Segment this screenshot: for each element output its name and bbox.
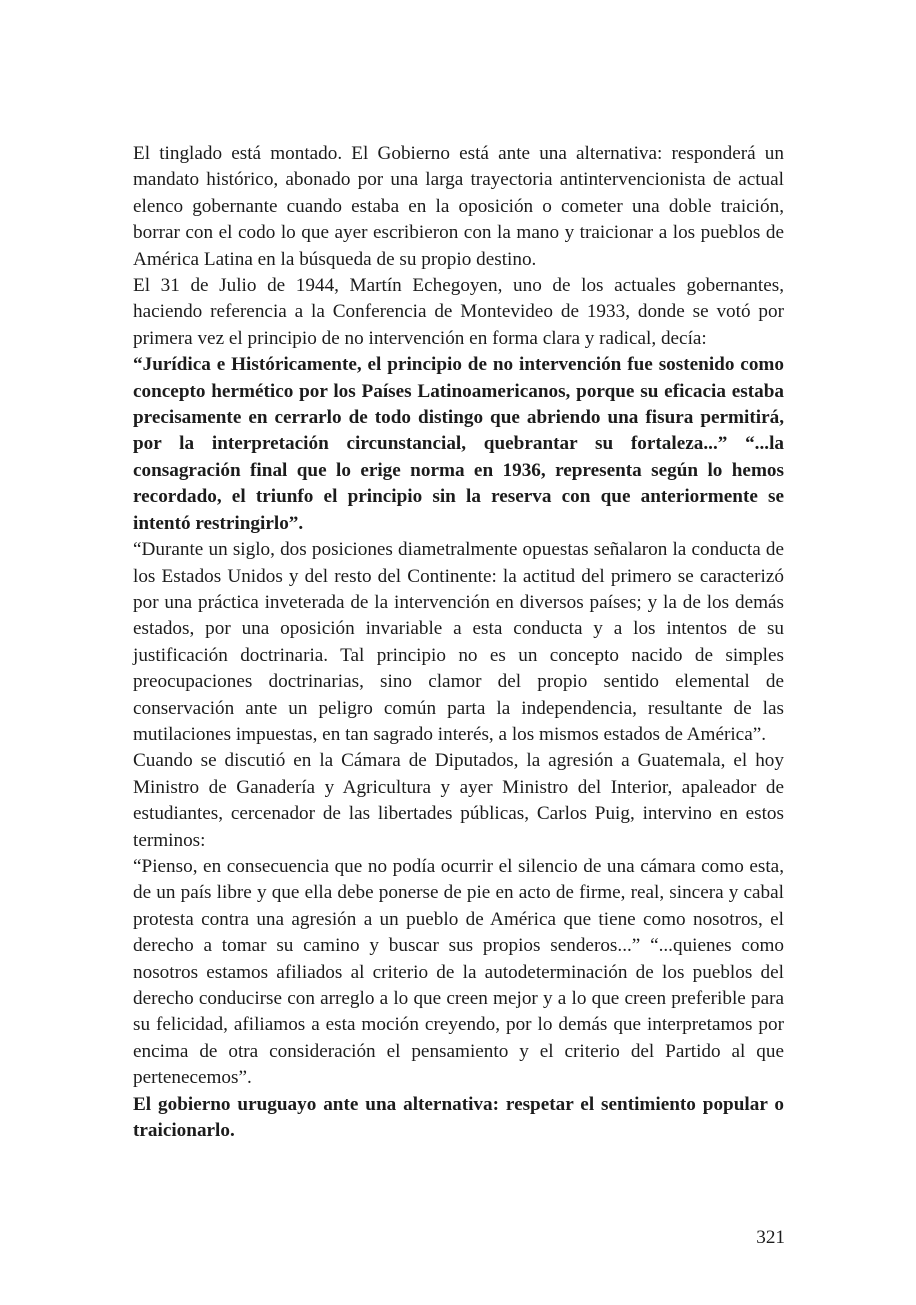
paragraph-intro: El tinglado está montado. El Gobierno está ante una alternativa: responderá un mandato histórico, abonado por una larga trayectoria antintervencionista de actual elenco gobernante cuando estaba en la oposición o cometer una doble traición, borrar con el codo lo que ayer escribieron con la mano y traicionar a los pueblos de América Latina en la búsqueda de su propio destino. xyxy=(133,143,784,270)
paragraph-quote-bold: “Jurídica e Históricamente, el principio de no intervención fue sostenido como concepto hermético por los Países Latinoamericanos, porque su eficacia estaba precisamente en cerrarlo de todo distingo que abriendo una fisura permitirá, por la interpretación circunstancial, quebrantar su fortaleza...” “...la consagración final que lo erige norma en 1936, representa según lo hemos recordado, el triunfo el principio sin la reserva con que anteriormente se intentó restringirlo”. xyxy=(133,354,784,534)
paragraph-conclusion: El gobierno uruguayo ante una alternativa: respetar el sentimiento popular o traicionarlo. xyxy=(133,1093,784,1142)
paragraph-quote-puig: “Pienso, en consecuencia que no podía ocurrir el silencio de una cámara como esta, de un país libre y que ella debe ponerse de pie en acto de firme, real, sincera y cabal protesta contra una agresión a un pueblo de América que tiene como nosotros, el derecho a tomar su camino y buscar sus propios senderos...” “...quienes como nosotros estamos afiliados al criterio de la autodeterminación de los pueblos del derecho conducirse con arreglo a lo que creen mejor y a lo que creen preferible para su felicidad, afiliamos a esta moción creyendo, por lo demás que interpretamos por encima de otra consideración el pensamiento y el criterio del Partido al que pertenecemos”. xyxy=(133,855,784,1089)
paragraph-quote-siglo: “Durante un siglo, dos posiciones diametralmente opuestas señalaron la conducta de los Estados Unidos y del resto del Continente: la actitud del primero se caracterizó por una práctica inveterada de la intervención en diversos países; y la de los demás estados, por una oposición invariable a esta conducta y a los intentos de su justificación doctrinaria. Tal principio no es un concepto nacido de simples preocupaciones doctrinarias, sino clamor del propio sentido elemental de conservación ante un peligro común parta la independencia, resultante de las mutilaciones impuestas, en tan sagrado interés, a los mismos estados de América”. xyxy=(133,539,784,745)
body-text xyxy=(133,141,784,1144)
paragraph-camara: Cuando se discutió en la Cámara de Diputados, la agresión a Guatemala, el hoy Ministro de Ganadería y Agricultura y ayer Ministro del Interior, apaleador de estudiantes, cercenador de las libertades públicas, Carlos Puig, intervino en estos terminos: xyxy=(133,750,784,851)
paragraph-echegoyen: El 31 de Julio de 1944, Martín Echegoyen, uno de los actuales gobernantes, haciendo referencia a la Conferencia de Montevideo de 1933, donde se votó por primera vez el principio de no intervención en forma clara y radical, decía: xyxy=(133,275,784,349)
page-number: 321 xyxy=(756,1227,785,1248)
